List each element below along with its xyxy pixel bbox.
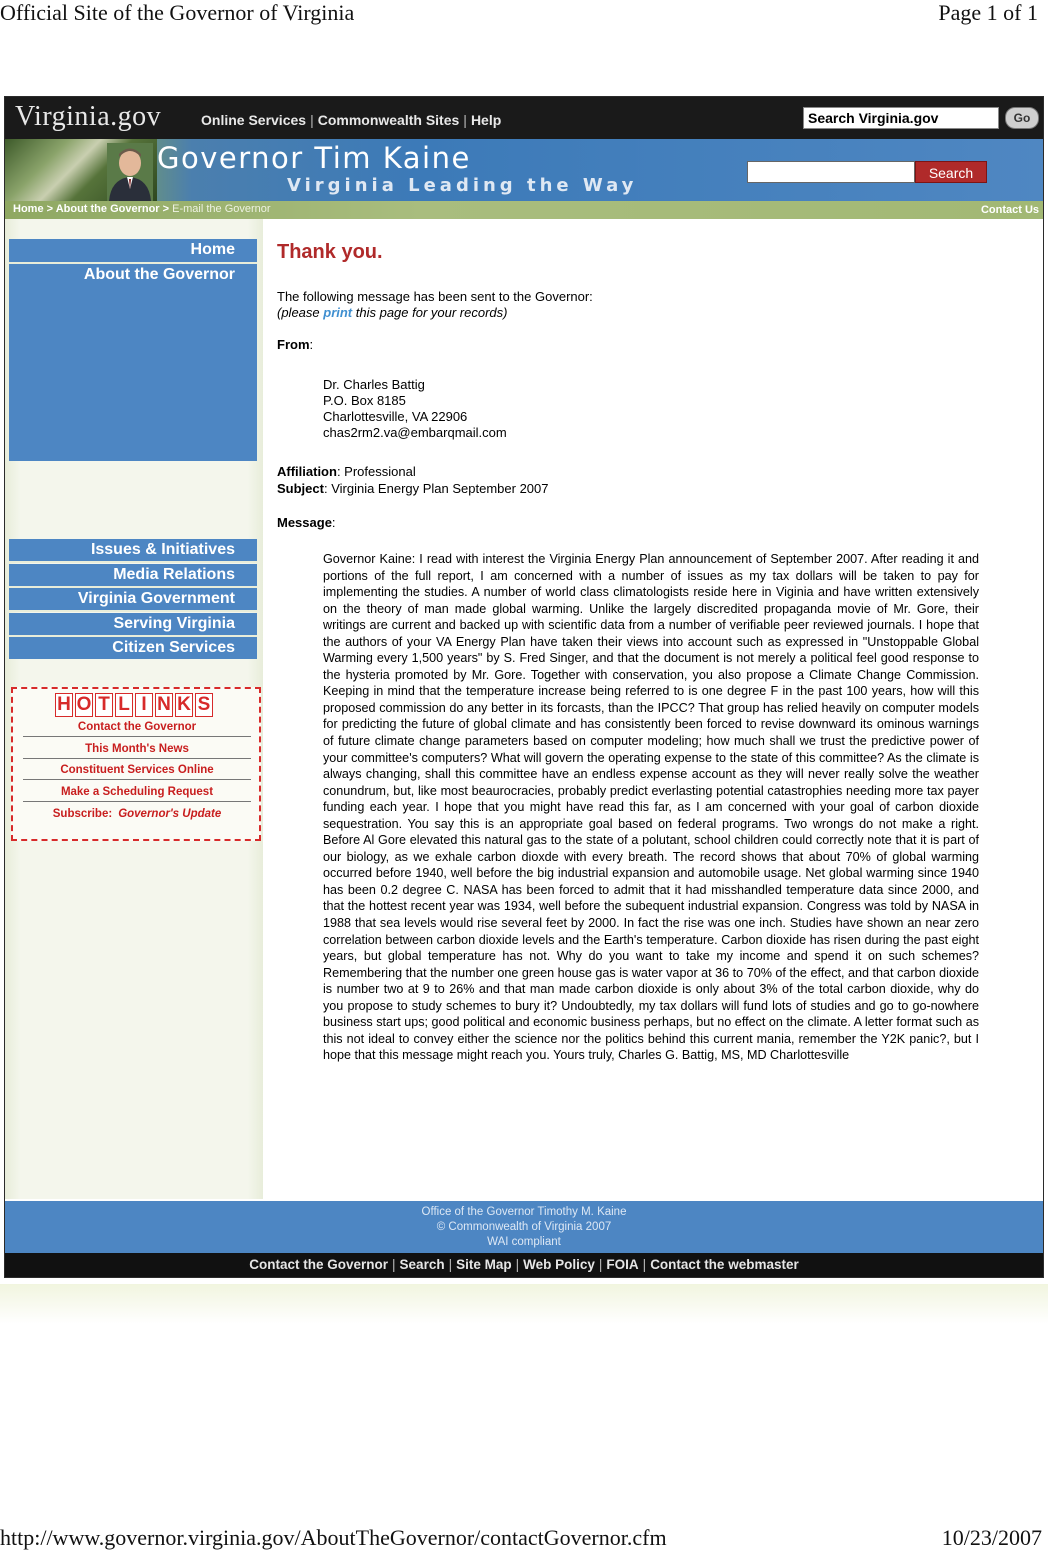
contact-us-link[interactable]: Contact Us bbox=[980, 204, 1039, 216]
footer-wai[interactable]: WAI compliant bbox=[487, 1236, 561, 1248]
virginia-gov-search-button[interactable]: Go bbox=[1005, 107, 1039, 129]
footer-site-map[interactable]: Site Map bbox=[456, 1257, 512, 1272]
hotlink-scheduling-request[interactable]: Make a Scheduling Request bbox=[23, 786, 251, 802]
governor-banner bbox=[5, 139, 1043, 201]
sidebar-item-government[interactable]: Virginia Government bbox=[9, 588, 257, 610]
governor-portrait-icon bbox=[107, 143, 153, 201]
footer-contact-webmaster[interactable]: Contact the webmaster bbox=[650, 1257, 799, 1272]
hotlinks-box bbox=[11, 687, 261, 841]
breadcrumb-bar bbox=[5, 201, 1043, 219]
virginia-gov-logo[interactable]: Virginia.gov bbox=[15, 101, 162, 132]
sidebar-item-home[interactable]: Home bbox=[9, 239, 257, 261]
virginia-gov-search-input[interactable]: Search Virginia.gov bbox=[803, 107, 999, 129]
sidebar-item-issues[interactable]: Issues & Initiatives bbox=[9, 539, 257, 561]
sender-address: Dr. Charles Battig P.O. Box 8185 Charlottesville, VA 22906 chas2rm2.va@embarqmail.com bbox=[323, 377, 507, 440]
scan-shadow bbox=[0, 1284, 1048, 1324]
message-body: Governor Kaine: I read with interest the Virginia Energy Plan announcement of September 2007. After reading it and portions of the full report, I am concerned with a number of issues as my tax dollars will be taken to pay for implementing the studies. A number of world class climatologists reside here in Viginia and have written extensively on the theory of man made global warming. Unlike the largely discredited propaganda movie of Mr. Gore, their writings are current and backed up with scientific data from a number of verifiable peer reviewed journals. I hope that the authors of your VA Energy Plan have taken their views into account such as expressed in "Unstoppable Global Warming every 1,500 years" by S. Fred Singer, and that the document is not merely a political feel good response to the hysteria promoted by Mr. Gore. Together with conservation, you also propose a Climate Change Commission. Keeping in mind that the temperature increase being referred to is one degree F in the past 100 years, how will this proposed commission do any better in its forcasts, than the IPCC? That group has relied heavily on computer models for predicting the future of global climate and has consistently been forced to revise downward its ominous warnings of future climate change parameters based on computer modeling; how much shall we trust the predictive power of your committee's computers? What will govern the operating expense to the state of this committee? As the climate is always changing, shall this committee have an endless expense account as they will never really solve the weather conundrum, but, like most beaurocracies, probably predict everlasting potential catastrophies needing more tax payer funding each year. I hope that you might have read this far, as I am concerned with your goal of carbon dioxide sequestration. You say this is an appropriate goal based on federal programs. Two wrongs do not make a right. Before Al Gore elevated this natural gas to the state of a polutant, school children could correctly note that it is part of our biology, as we exhale carbon dioxde with every breath. The record shows that about 70% of global warming occurred before 1940, well before the big industrial expansion and automobile usage. Net global warming since 1940 has been 0.2 degree C. NASA has been forced to admit that it had misshandled temperature data since 2000, and that the hottest recent year was 1934, well before the subequent industrial expansion. Congress was told by NASA in 1988 that sea levels would rise several feet by 2000. In fact the rise was one inch. Studies have shown an near zero correlation between carbon dioxide levels and the Earth's temperature. Carbon dioxide has risen during the past eight years, but global temperature has not. Why do you want to take my income and spend it on such schemes? Remembering that the number one green house gas is water vapor at 36 to 70% of the effect, and that carbon dioxide is number two at 9 to 26% and that man made carbon dioxide is only about 3% of the total carbon dioxide, why do you propose to study schemes to bury it? Undoubtedly, my tax dollars will fund lots of studies and go to go-nowhere business start ups; good political and economic business perhaps, but no effect on the climate. A letter format such as this not ideal to convey either the science nor the politics behind this current mania, remember the Y2K panic?, but I hope that this message might reach you. Yours truly, Charles G. Battig, MS, MD Charlottesville bbox=[323, 552, 979, 1063]
hotlinks-title: H O T L I N K S bbox=[55, 693, 215, 719]
affiliation-value: Professional bbox=[344, 464, 416, 479]
breadcrumb-about[interactable]: About the Governor bbox=[55, 203, 160, 215]
footer-links: Contact the Governor | Search | Site Map | Web Policy | FOIA | Contact the webmaster bbox=[5, 1253, 1043, 1277]
top-navigation-bar bbox=[5, 97, 1043, 139]
sidebar-item-citizen[interactable]: Citizen Services bbox=[9, 637, 257, 659]
sidebar-divider bbox=[9, 561, 257, 563]
message-label: Message: bbox=[277, 515, 336, 530]
breadcrumb-home[interactable]: Home bbox=[13, 203, 44, 215]
footer-search[interactable]: Search bbox=[399, 1257, 445, 1272]
hotlink-constituent-services[interactable]: Constituent Services Online bbox=[23, 764, 251, 780]
print-url: http://www.governor.virginia.gov/AboutTheGovernor/contactGovernor.cfm bbox=[0, 1525, 667, 1550]
print-date: 10/23/2007 bbox=[941, 1525, 1042, 1550]
print-header bbox=[0, 0, 1048, 30]
footer-contact-governor[interactable]: Contact the Governor bbox=[249, 1257, 389, 1272]
print-footer bbox=[0, 1525, 1048, 1555]
message-meta: Affiliation: Professional Subject: Virginia Energy Plan September 2007 bbox=[277, 464, 549, 496]
breadcrumb-current: E-mail the Governor bbox=[172, 203, 271, 215]
website-frame bbox=[4, 96, 1044, 1278]
footer-foia[interactable]: FOIA bbox=[606, 1257, 639, 1272]
confirmation-intro: The following message has been sent to the Governor: (please print this page for your records) bbox=[277, 289, 593, 320]
footer-copyright: © Commonwealth of Virginia 2007 bbox=[436, 1221, 612, 1233]
sidebar-item-media[interactable]: Media Relations bbox=[9, 564, 257, 586]
page-title: Thank you. bbox=[277, 241, 383, 263]
print-page-number: Page 1 of 1 bbox=[938, 0, 1038, 25]
subject-value: Virginia Energy Plan September 2007 bbox=[331, 481, 549, 496]
site-search-input[interactable] bbox=[747, 161, 915, 183]
top-nav-links: Online Services | Commonwealth Sites | Help bbox=[201, 112, 502, 128]
main-content bbox=[277, 219, 997, 1199]
nav-help[interactable]: Help bbox=[470, 112, 502, 128]
breadcrumb: Home > About the Governor > E-mail the Governor bbox=[13, 203, 271, 215]
sidebar bbox=[5, 219, 263, 1199]
footer-info bbox=[5, 1201, 1043, 1253]
nav-commonwealth-sites[interactable]: Commonwealth Sites bbox=[317, 112, 460, 128]
footer-web-policy[interactable]: Web Policy bbox=[523, 1257, 595, 1272]
hotlink-contact-governor[interactable]: Contact the Governor bbox=[23, 721, 251, 737]
print-page-title: Official Site of the Governor of Virginia bbox=[0, 0, 355, 25]
banner-tagline: Virginia Leading the Way bbox=[287, 175, 638, 196]
sidebar-item-serving[interactable]: Serving Virginia bbox=[9, 613, 257, 635]
governor-name-title: Governor Tim Kaine bbox=[157, 141, 471, 175]
sidebar-divider bbox=[9, 610, 257, 612]
print-link[interactable]: print bbox=[323, 305, 353, 320]
sidebar-item-about[interactable]: About the Governor bbox=[9, 264, 257, 286]
hotlink-months-news[interactable]: This Month's News bbox=[23, 743, 251, 759]
footer-office: Office of the Governor Timothy M. Kaine bbox=[421, 1206, 627, 1218]
site-search-button[interactable]: Search bbox=[915, 161, 987, 183]
from-label: From: bbox=[277, 337, 314, 352]
hotlink-subscribe[interactable]: Subscribe: Governor's Update bbox=[52, 808, 222, 820]
nav-online-services[interactable]: Online Services bbox=[201, 112, 307, 128]
